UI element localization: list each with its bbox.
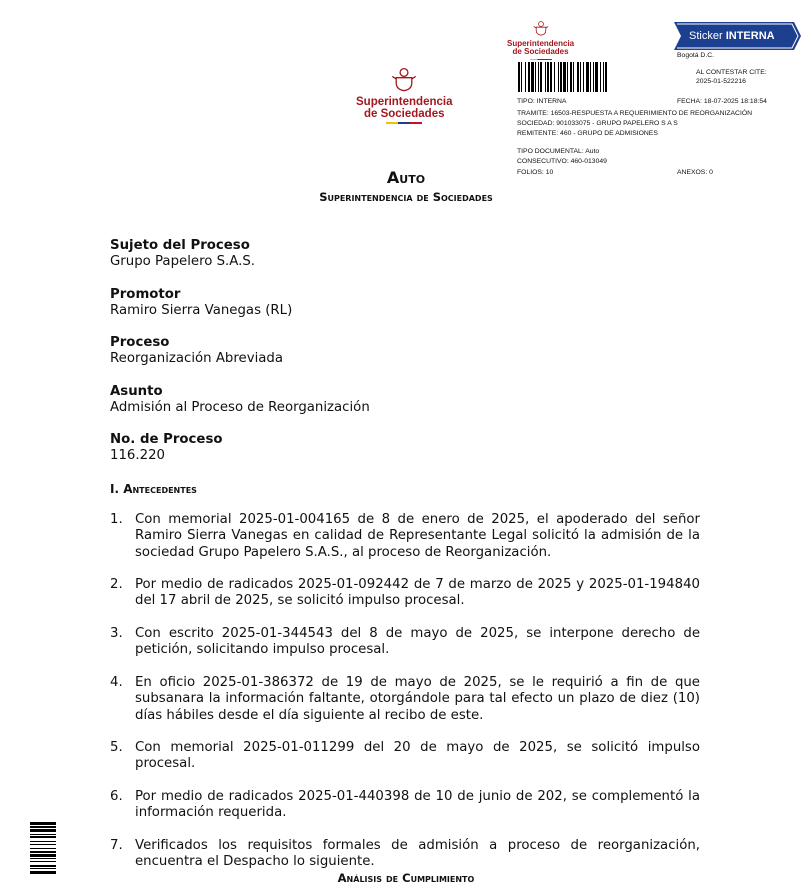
list-item xyxy=(110,577,700,610)
sticker-remitente: REMITENTE: 460 - GRUPO DE ADMISIONES xyxy=(517,130,658,137)
margin-barcode-bar xyxy=(30,834,56,835)
list-item xyxy=(110,789,700,822)
sticker-logo xyxy=(507,20,574,60)
sticker-label xyxy=(689,30,775,42)
margin-barcode-bar xyxy=(30,861,56,862)
sticker-barcode xyxy=(518,62,686,92)
sticker-anexos: ANEXOS: 0 xyxy=(677,169,713,176)
logo-line-1: Superintendencia xyxy=(356,95,453,108)
item-text: Por medio de radicados 2025-01-440398 de 10 de junio de 202, se complementó la información requerida. xyxy=(135,789,700,821)
item-number: 2. xyxy=(110,577,123,593)
flag-bar xyxy=(386,122,422,124)
field-promotor xyxy=(110,287,292,319)
barcode-bar xyxy=(607,62,610,92)
coat-of-arms-icon xyxy=(391,66,417,92)
margin-barcode xyxy=(30,822,56,884)
analysis-heading: Análisis de Cumplimiento xyxy=(337,871,475,885)
list-item xyxy=(110,740,700,773)
coat-of-arms-icon xyxy=(533,20,549,36)
item-text: Verificados los requisitos formales de admisión a proceso de reorganización, encuentra el Despacho lo siguiente. xyxy=(135,837,700,870)
sticker-prefix: Sticker xyxy=(689,30,723,42)
cite-number: 2025-01-522216 xyxy=(696,78,746,85)
field-numero-proceso xyxy=(110,432,223,464)
field-value: Grupo Papelero S.A.S. xyxy=(110,254,256,269)
field-sujeto xyxy=(110,238,255,270)
margin-barcode-bar xyxy=(30,829,56,832)
margin-barcode-bar xyxy=(30,868,56,869)
sticker-consecutivo: CONSECUTIVO: 460-013049 xyxy=(517,158,607,165)
sticker-tipo: TIPO: INTERNA xyxy=(517,98,567,105)
item-number: 1. xyxy=(110,512,123,527)
sticker-tramite: TRAMITE: 16503-RESPUESTA A REQUERIMIENTO DE REORGANIZACIÓN xyxy=(517,110,753,117)
list-item xyxy=(110,512,700,561)
field-label: Sujeto del Proceso xyxy=(110,238,250,253)
item-text: Con memorial 2025-01-011299 del 20 de mayo de 2025, se solicitó impulso procesal. xyxy=(135,740,700,772)
sticker-type: INTERNA xyxy=(725,30,775,42)
margin-barcode-bar xyxy=(30,854,56,857)
item-number: 3. xyxy=(110,626,123,642)
field-value: Ramiro Sierra Vanegas (RL) xyxy=(110,303,293,318)
logo-line-1: Superintendencia xyxy=(507,38,575,48)
margin-barcode-bar xyxy=(30,858,56,859)
item-number: 6. xyxy=(110,789,123,805)
main-logo xyxy=(356,66,453,124)
document-title: Auto xyxy=(386,168,426,187)
logo-line-2: de Sociedades xyxy=(363,107,445,120)
field-label: Proceso xyxy=(110,335,170,350)
margin-barcode-bar xyxy=(30,822,56,825)
margin-barcode-bar xyxy=(30,865,56,867)
sticker-city: Bogotá D.C. xyxy=(677,52,715,59)
field-value: 116.220 xyxy=(110,448,165,463)
sticker-sociedad: SOCIEDAD: 901033075 - GRUPO PAPELERO S A S xyxy=(517,120,678,127)
antecedentes-list xyxy=(110,512,700,887)
field-value: Reorganización Abreviada xyxy=(110,351,284,366)
field-label: Promotor xyxy=(110,287,181,302)
field-value: Admisión al Proceso de Reorganización xyxy=(110,400,370,415)
list-item xyxy=(110,838,700,871)
item-text: Con memorial 2025-01-004165 de 8 de enero de 2025, el apoderado del señor Ramiro Sierra Vanegas en calidad de Representante Legal solicitó la admisión de la sociedad Grupo Papelero S.A.S., al proceso de Reorganización. xyxy=(135,512,700,560)
margin-barcode-bar xyxy=(30,871,56,874)
document-subtitle: Superintendencia de Sociedades xyxy=(319,190,493,204)
sticker-fecha: FECHA: 18-07-2025 18:18:54 xyxy=(677,98,767,105)
field-proceso xyxy=(110,335,283,367)
item-text: Por medio de radicados 2025-01-092442 de 7 de marzo de 2025 y 2025-01-194840 del 17 abril de 2025, se solicitó impulso procesal. xyxy=(135,577,700,609)
item-number: 7. xyxy=(110,837,123,853)
item-number: 5. xyxy=(110,740,123,756)
item-number: 4. xyxy=(110,674,123,690)
margin-barcode-bar xyxy=(30,848,56,849)
margin-barcode-bar xyxy=(30,836,56,838)
field-label: No. de Proceso xyxy=(110,432,223,447)
margin-barcode-bar xyxy=(30,844,56,845)
list-item xyxy=(110,675,700,724)
logo-line-2: de Sociedades xyxy=(512,47,569,57)
flag-bar xyxy=(530,59,552,61)
field-asunto xyxy=(110,384,370,416)
sticker-tipo-documental: TIPO DOCUMENTAL: Auto xyxy=(517,148,600,155)
margin-barcode-bar xyxy=(30,841,56,842)
cite-label: AL CONTESTAR CITE: xyxy=(696,69,767,76)
item-text: En oficio 2025-01-386372 de 19 de mayo de 2025, se le requirió a fin de que subsanara la información faltante, otorgándole para tal efecto un plazo de diez (10) días hábiles desde el día siguiente al recibo de este. xyxy=(135,674,700,723)
margin-barcode-bar xyxy=(30,851,56,853)
list-item xyxy=(110,626,700,659)
sticker-folios: FOLIOS: 10 xyxy=(517,169,554,176)
section-heading: I. Antecedentes xyxy=(110,482,197,496)
margin-barcode-bar xyxy=(30,826,56,828)
item-text: Con escrito 2025-01-344543 del 8 de mayo de 2025, se interpone derecho de petición, solicitando impulso procesal. xyxy=(135,626,700,658)
field-label: Asunto xyxy=(110,384,163,399)
